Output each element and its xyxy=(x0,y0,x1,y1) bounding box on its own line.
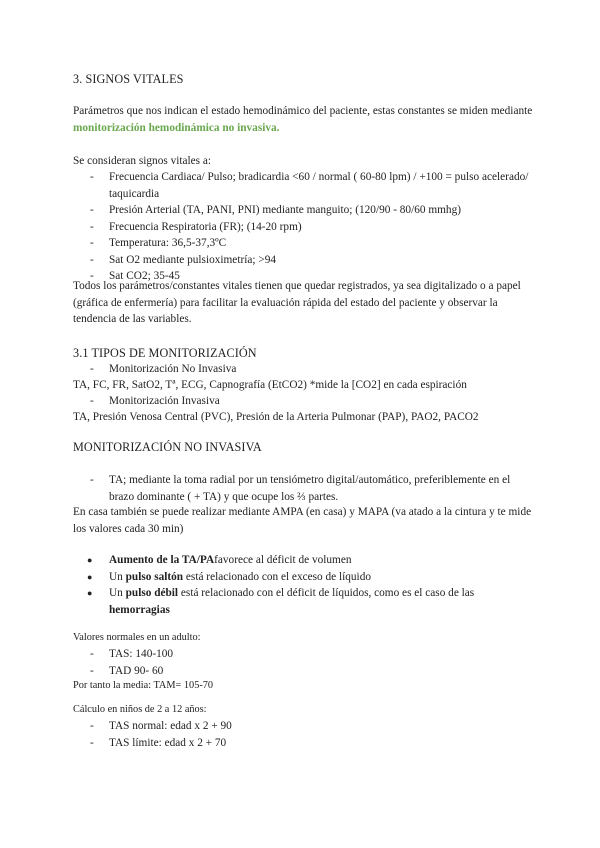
mni-ta-list xyxy=(73,472,533,505)
invasive-list xyxy=(73,393,533,410)
bold-term: hemorragias xyxy=(109,603,170,616)
intro-text: Parámetros que nos indican el estado hemodinámico del paciente, estas constantes se miden mediante xyxy=(73,105,533,117)
section-3-title: 3. SIGNOS VITALES xyxy=(73,72,184,86)
register-paragraph: Todos los parámetros/constantes vitales tienen que quedar registrados, ya sea digitalizado o a papel (gráfica de enfermería) para facilitar la evaluación rápida del estado del paciente y observar la tendencia de las variables. xyxy=(73,280,521,325)
list-item: - TAS límite: edad x 2 + 70 xyxy=(73,735,533,752)
home-paragraph: En casa también se puede realizar mediante AMPA (en casa) y MAPA (va atado a la cintura y te mide los valores cada 30 min) xyxy=(73,506,532,535)
list-item: - Monitorización No Invasiva xyxy=(73,361,533,378)
list-item: - Sat O2 mediante pulsioximetría; >94 xyxy=(73,252,533,269)
list-item: ● Un pulso saltón está relacionado con el exceso de líquido xyxy=(73,569,533,586)
mni-title: MONITORIZACIÓN NO INVASIVA xyxy=(73,440,262,454)
adult-mean: Por tanto la media: TAM= 105-70 xyxy=(73,680,214,691)
list-item: - Frecuencia Cardiaca/ Pulso; bradicardia <60 / normal ( 60-80 lpm) / +100 = pulso acelerado/ taquicardia xyxy=(73,169,533,202)
list-item: - Temperatura: 36,5-37,3ºC xyxy=(73,235,533,252)
vitals-list xyxy=(73,169,533,285)
list-item: - TAS: 140-100 xyxy=(73,646,533,663)
invasive-text: TA, Presión Venosa Central (PVC), Presión de la Arteria Pulmonar (PAP), PAO2, PACO2 xyxy=(73,411,479,423)
list-item: ● Un pulso débil está relacionado con el déficit de líquidos, como es el caso de las hemorragias xyxy=(73,585,533,618)
noninvasive-list xyxy=(73,361,533,378)
list-item: - TAD 90- 60 xyxy=(73,663,533,680)
list-item: - Monitorización Invasiva xyxy=(73,393,533,410)
list-item: - TAS normal: edad x 2 + 90 xyxy=(73,718,533,735)
list-item: - Sat CO2; 35-45 xyxy=(73,268,533,285)
list-item: ● Aumento de la TA/PAfavorece al déficit de volumen xyxy=(73,552,533,569)
noninvasive-text: TA, FC, FR, SatO2, Tª, ECG, Capnografía (EtCO2) *mide la [CO2] en cada espiración xyxy=(73,379,467,391)
bold-term: pulso débil xyxy=(125,587,179,599)
bold-term: Aumento de la TA/PA xyxy=(109,554,215,566)
children-label: Cálculo en niños de 2 a 12 años: xyxy=(73,704,207,715)
adult-values-list xyxy=(73,646,533,679)
list-item: - Frecuencia Respiratoria (FR); (14-20 rpm) xyxy=(73,219,533,236)
children-list xyxy=(73,718,533,751)
mni-bullets xyxy=(73,552,533,618)
vitals-intro: Se consideran signos vitales a: xyxy=(73,155,212,167)
section-3-intro xyxy=(73,103,533,136)
intro-highlight: monitorización hemodinámica no invasiva. xyxy=(73,121,280,134)
section-31-title: 3.1 TIPOS DE MONITORIZACIÓN xyxy=(73,346,257,360)
list-item: - TA; mediante la toma radial por un tensiómetro digital/automático, preferiblemente en el brazo dominante ( + TA) y que ocupe los ⅔ partes. xyxy=(73,472,533,505)
bold-term: pulso saltón xyxy=(125,570,184,583)
list-item: - Presión Arterial (TA, PANI, PNI) mediante manguito; (120/90 - 80/60 mmhg) xyxy=(73,202,533,219)
adult-values-label: Valores normales en un adulto: xyxy=(73,632,201,643)
